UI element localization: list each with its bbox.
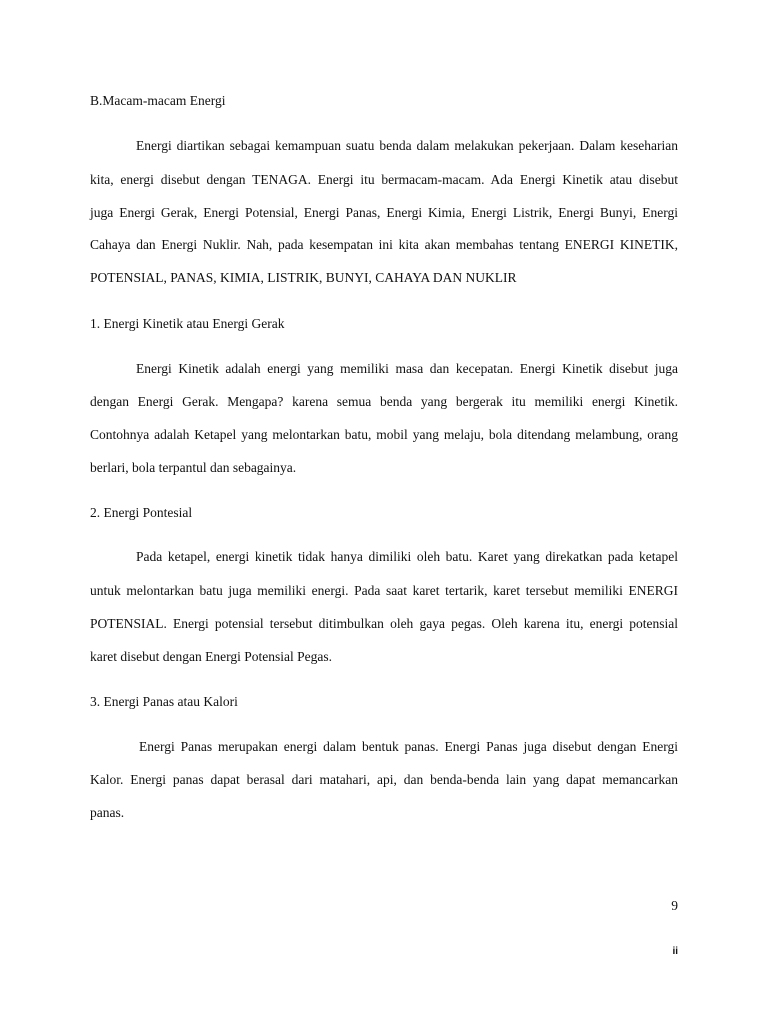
potensial-line-4: karet disebut dengan Energi Potensial Pegas. (90, 649, 332, 664)
kinetik-line-2: dengan Energi Gerak. Mengapa? karena semua benda yang bergerak itu memiliki energi Kinetik. (90, 394, 678, 409)
kinetik-line-3: Contohnya adalah Ketapel yang melontarkan batu, mobil yang melaju, bola ditendang melambung, orang (90, 427, 678, 442)
section-title-potensial: 2. Energi Pontesial (90, 505, 193, 520)
roman-page-number: ii (672, 946, 678, 957)
intro-line-3: juga Energi Gerak, Energi Potensial, Energi Panas, Energi Kimia, Energi Listrik, Energi Bunyi, Energi (90, 205, 678, 220)
section-title-kinetik: 1. Energi Kinetik atau Energi Gerak (90, 316, 285, 331)
document-heading: B.Macam-macam Energi (90, 93, 226, 108)
section-title-panas: 3. Energi Panas atau Kalori (90, 694, 238, 709)
kinetik-line-1: Energi Kinetik adalah energi yang memiliki masa dan kecepatan. Energi Kinetik disebut juga (136, 361, 678, 376)
intro-line-4: Cahaya dan Energi Nuklir. Nah, pada kesempatan ini kita akan membahas tentang ENERGI KINETIK, (90, 237, 678, 252)
intro-line-5: POTENSIAL, PANAS, KIMIA, LISTRIK, BUNYI, CAHAYA DAN NUKLIR (90, 270, 517, 285)
potensial-line-2: untuk melontarkan batu juga memiliki energi. Pada saat karet tertarik, karet tersebut memiliki ENERGI (90, 583, 678, 598)
panas-line-2: Kalor. Energi panas dapat berasal dari matahari, api, dan benda-benda lain yang dapat memancarkan (90, 772, 678, 787)
panas-line-1: Energi Panas merupakan energi dalam bentuk panas. Energi Panas juga disebut dengan Energi (139, 739, 678, 754)
potensial-line-3: POTENSIAL. Energi potensial tersebut ditimbulkan oleh gaya pegas. Oleh karena itu, energi potensial (90, 616, 678, 631)
intro-line-2: kita, energi disebut dengan TENAGA. Energi itu bermacam-macam. Ada Energi Kinetik atau disebut (90, 172, 678, 187)
potensial-line-1: Pada ketapel, energi kinetik tidak hanya dimiliki oleh batu. Karet yang direkatkan pada ketapel (136, 549, 678, 564)
panas-line-3: panas. (90, 805, 125, 820)
intro-line-1: Energi diartikan sebagai kemampuan suatu benda dalam melakukan pekerjaan. Dalam keseharian (136, 138, 678, 153)
page-number: 9 (671, 898, 678, 913)
kinetik-line-4: berlari, bola terpantul dan sebagainya. (90, 460, 297, 475)
